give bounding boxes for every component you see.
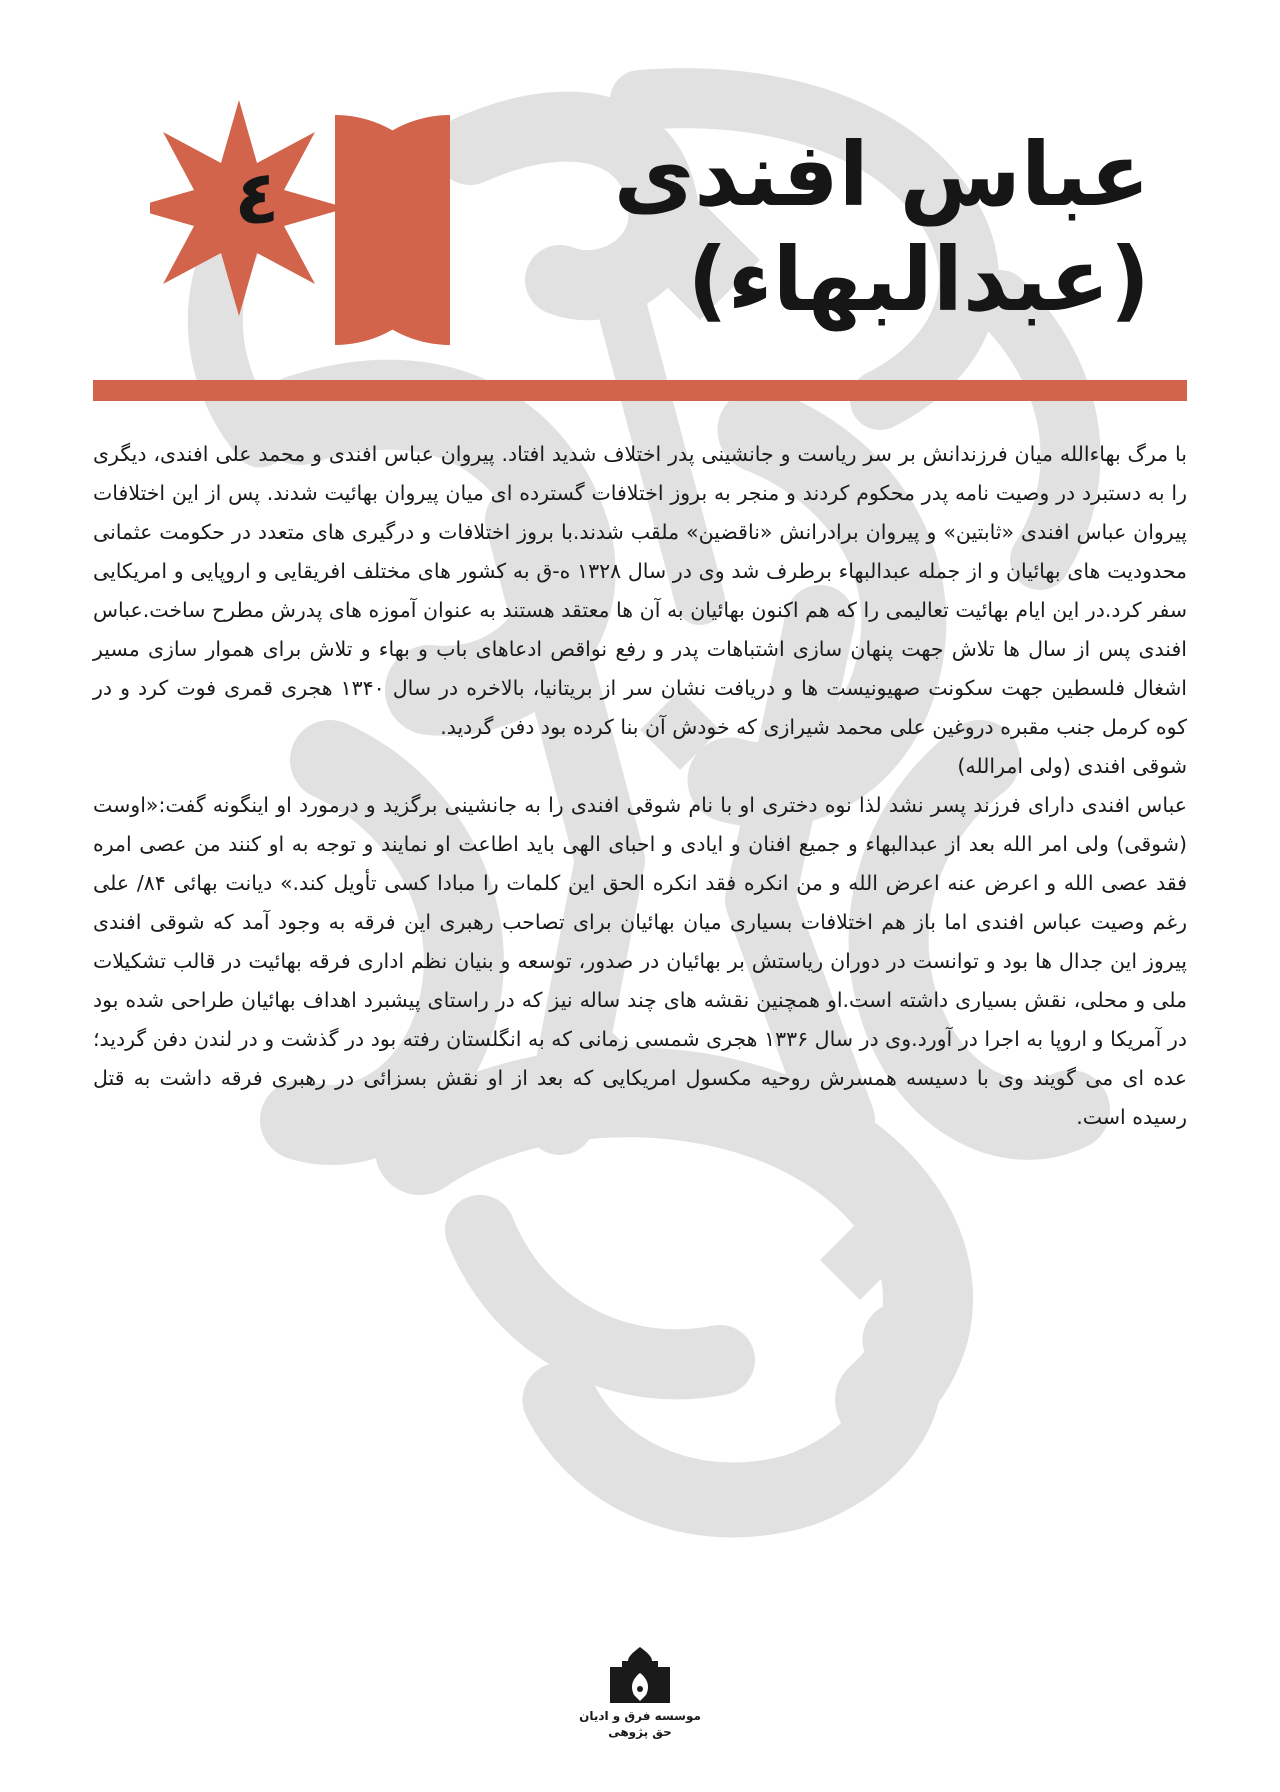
article-body bbox=[93, 435, 1187, 1137]
page-subtitle: (عبدالبهاء) bbox=[687, 228, 1150, 331]
title-divider bbox=[93, 380, 1187, 401]
section-subheading: شوقی افندی (ولی امرالله) bbox=[957, 754, 1187, 778]
page-number-badge: ٤ bbox=[234, 155, 280, 241]
paragraph-1: با مرگ بهاءالله میان فرزندانش بر سر ریاست و جانشینی پدر اختلاف شدید افتاد. پیروان عباس افندی و محمد علی افندی، دیگری را به دستبرد در وصیت نامه پدر محکوم کردند و منجر به بروز اختلافات گسترده ای میان پیروان بهائیت شدند. پس از این اختلافات پیروان عباس افندی «ثابتین» و پیروان برادرانش «ناقضین» ملقب شدند.با بروز اختلافات و درگیری های متعدد در حکومت عثمانی محدودیت های بهائیان و از جمله عبدالبهاء برطرف شد وی در سال ۱۳۲۸ ه-ق به کشور های مختلف افریقایی و اروپایی و امریکایی سفر کرد.در این ایام بهائیت تعالیمی را که هم اکنون بهائیان به آن ها معتقد هستند به عنوان آموزه های پدرش مطرح ساخت.عباس افندی پس از سال ها تلاش جهت پنهان سازی اشتباهات پدر و رفع نواقص ادعاهای باب و بهاء و تلاش برای هموار سازی مسیر اشغال فلسطین جهت سکونت صهیونیست ها و دریافت نشان سر از بریتانیا، بالاخره در سال ۱۳۴۰ هجری قمری فوت کرد و در کوه کرمل جنب مقبره دروغین علی محمد شیرازی که خودش آن بنا کرده بود دفن گردید. bbox=[93, 442, 1187, 739]
logo-line-2: حق پژوهی bbox=[608, 1725, 672, 1739]
institute-logo-caption bbox=[570, 1708, 710, 1740]
logo-line-1: موسسه فرق و ادیان bbox=[579, 1709, 701, 1723]
page-title: عباس افندی bbox=[613, 123, 1150, 226]
paragraph-2: عباس افندی دارای فرزند پسر نشد لذا نوه دختری او با نام شوقی افندی را به جانشینی برگزید و درمورد او اینگونه گفت:«اوست (شوقی) ولی امر الله بعد از عبدالبهاء و جمیع افنان و ایادی و احبای الهی باید اطاعت او نمایند و توجه به او کنند من عصی امره فقد عصی الله و اعرض عنه اعرض الله و من انکره فقد انکره الحق این کلمات را مبادا کسی تأویل کند.» دیانت بهائی ۸۴/ علی رغم وصیت عباس افندی اما باز هم اختلافات بسیاری میان بهائیان برای تصاحب رهبری این فرقه به وجود آمد که شوقی افندی پیروز این جدال ها بود و توانست در دوران ریاستش بر بهائیان در صدور، توسعه و بنیان نظم اداری فرقه بهائیت در قالب تشکیلات ملی و محلی، نقش بسیاری داشته است.او همچنین نقشه های چند ساله نیز که در راستای پیشبرد اهداف بهائیان طراحی شده بود در آمریکا و اروپا به اجرا در آورد.وی در سال ۱۳۳۶ هجری شمسی زمانی که به انگلستان رفته بود در گذشت و در لندن دفن گردید؛ عده ای می گویند وی با دسیسه همسرش روحیه مکسول امریکایی که بعد از او نقش بسزائی در رهبری فرقه داشت به قتل رسیده است. bbox=[93, 793, 1187, 1129]
